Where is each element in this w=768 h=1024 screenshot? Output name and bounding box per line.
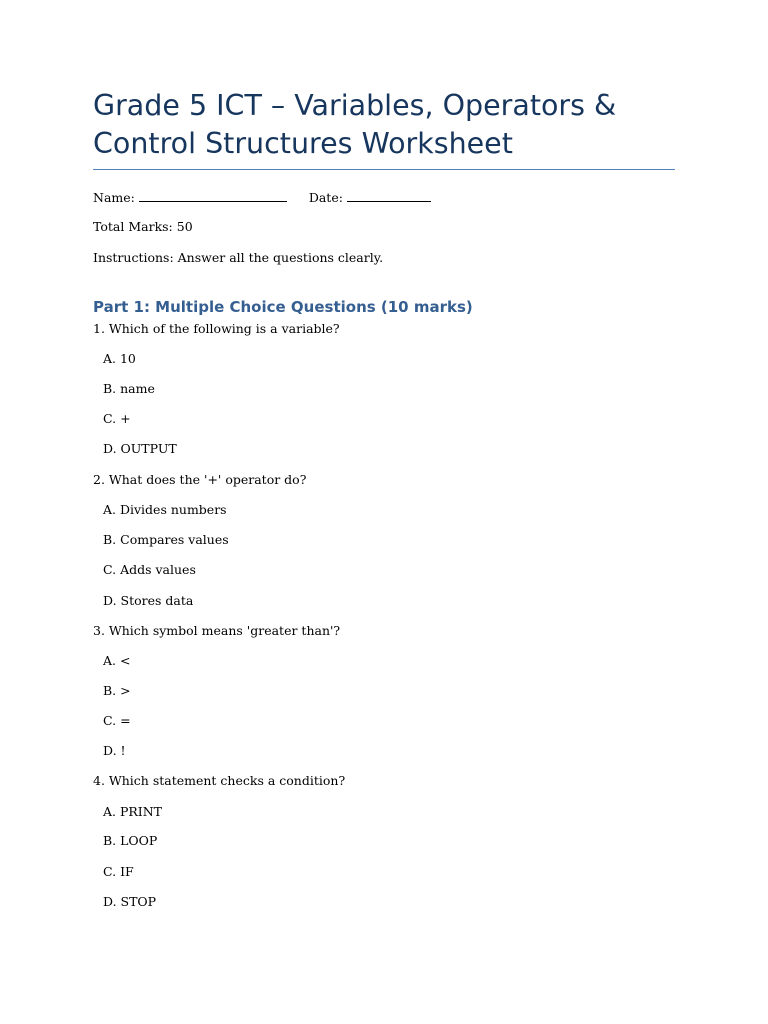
option-3d: D. !	[103, 743, 126, 758]
option-3b: B. >	[103, 683, 131, 698]
part1-heading: Part 1: Multiple Choice Questions (10 marks)	[93, 298, 473, 316]
option-2c: C. Adds values	[103, 562, 196, 577]
option-1b: B. name	[103, 381, 155, 396]
question-2: 2. What does the '+' operator do?	[93, 472, 307, 487]
title-underline	[93, 169, 675, 170]
option-4b: B. LOOP	[103, 833, 158, 848]
question-3: 3. Which symbol means 'greater than'?	[93, 623, 341, 638]
option-4c: C. IF	[103, 864, 134, 879]
option-2d: D. Stores data	[103, 593, 194, 608]
name-blank[interactable]	[139, 191, 287, 202]
question-4: 4. Which statement checks a condition?	[93, 773, 346, 788]
question-1: 1. Which of the following is a variable?	[93, 321, 340, 336]
option-4d: D. STOP	[103, 894, 157, 909]
option-1a: A. 10	[103, 351, 136, 366]
total-marks: Total Marks: 50	[93, 219, 193, 234]
option-3a: A. <	[103, 653, 131, 668]
option-2a: A. Divides numbers	[103, 502, 227, 517]
name-label: Name:	[93, 190, 139, 205]
option-2b: B. Compares values	[103, 532, 229, 547]
instructions: Instructions: Answer all the questions clearly.	[93, 250, 384, 265]
name-date-line	[93, 190, 431, 206]
option-1c: C. +	[103, 411, 131, 426]
option-4a: A. PRINT	[103, 804, 163, 819]
date-label: Date:	[308, 190, 347, 205]
option-1d: D. OUTPUT	[103, 441, 177, 456]
date-blank[interactable]	[347, 191, 431, 202]
worksheet-title: Grade 5 ICT – Variables, Operators & Control Structures Worksheet	[93, 89, 617, 160]
option-3c: C. =	[103, 713, 131, 728]
